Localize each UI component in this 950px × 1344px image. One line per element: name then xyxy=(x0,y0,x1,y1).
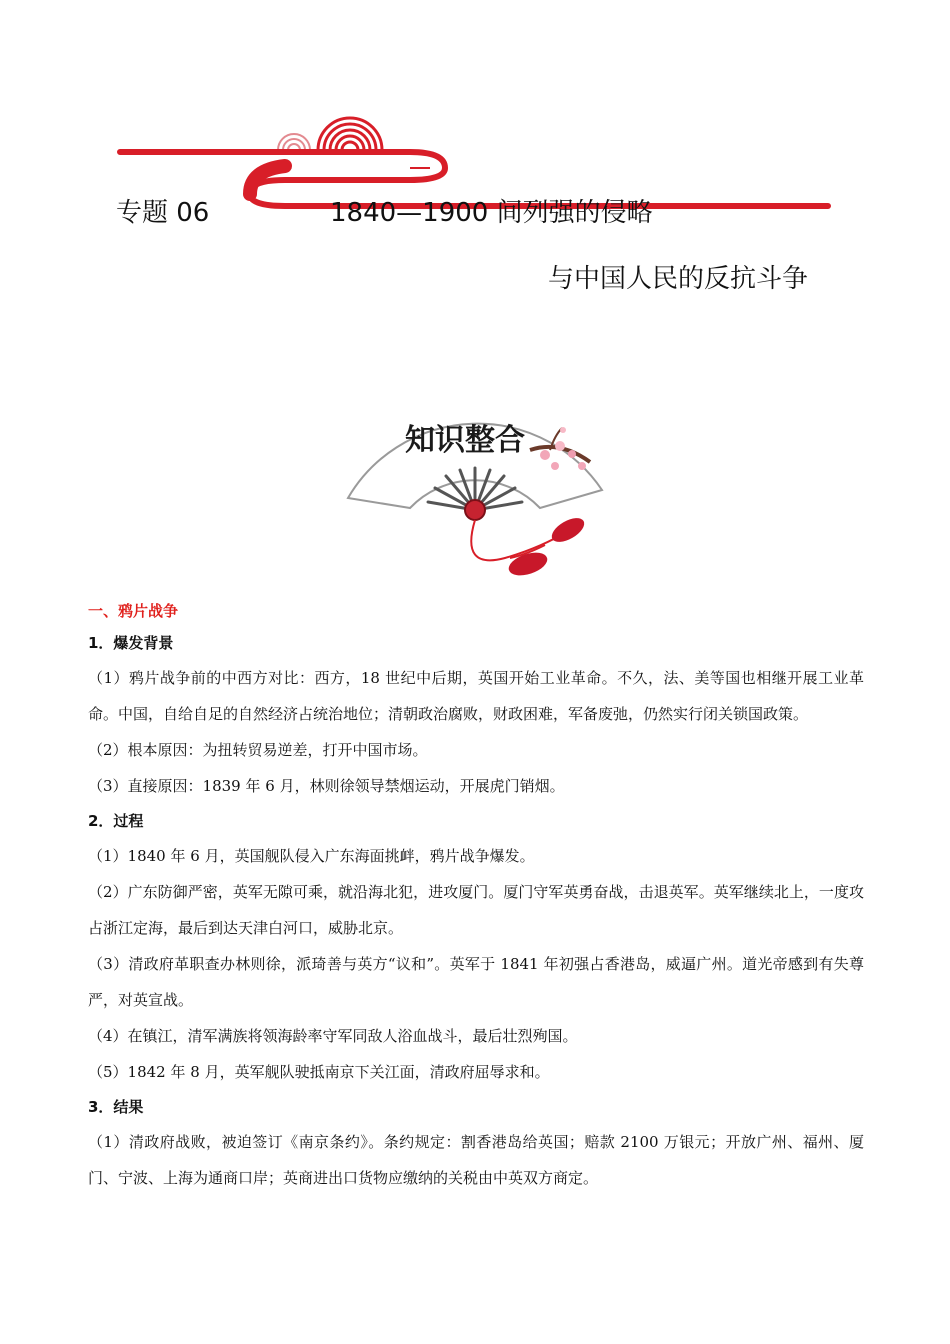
paragraph: （1）鸦片战争前的中西方对比：西方，18 世纪中后期，英国开始工业革命。不久，法、美等国也相继开展工业革命。中国，自给自足的自然经济占统治地位；清朝政治腐败，财政困难，军备废弛，仍然实行闭关锁国政策。 xyxy=(88,669,864,723)
tassel-icon xyxy=(506,513,588,579)
paragraph: （1）1840 年 6 月，英国舰队侵入广东海面挑衅，鸦片战争爆发。 xyxy=(88,847,535,865)
subsection-title: 2．过程 xyxy=(88,812,144,830)
paragraph: （2）根本原因：为扭转贸易逆差，打开中国市场。 xyxy=(88,741,428,759)
main-content xyxy=(88,596,864,1196)
subsection-title: 1．爆发背景 xyxy=(88,634,174,652)
page-subtitle: 与中国人民的反抗斗争 xyxy=(548,264,809,294)
subsection-title: 3．结果 xyxy=(88,1098,144,1116)
topic-label: 专题 06 xyxy=(116,198,210,228)
page-title: 1840—1900 间列强的侵略 xyxy=(330,198,653,228)
concentric-arcs-icon xyxy=(278,118,382,150)
paragraph: （4）在镇江，清军满族将领海龄率守军同敌人浴血战斗，最后壮烈殉国。 xyxy=(88,1027,578,1045)
paragraph: （5）1842 年 8 月，英军舰队驶抵南京下关江面，清政府屈辱求和。 xyxy=(88,1063,550,1081)
banner-text: 知识整合 xyxy=(405,423,525,458)
section-heading: 一、鸦片战争 xyxy=(88,602,179,620)
paragraph: （1）清政府战败，被迫签订《南京条约》。条约规定：割香港岛给英国；赔款 2100 万银元；开放广州、福州、厦门、宁波、上海为通商口岸；英商进出口货物应缴纳的关税由中英双方商定。 xyxy=(88,1133,864,1187)
knowledge-fan-illustration xyxy=(340,380,610,580)
paragraph: （2）广东防御严密，英军无隙可乘，就沿海北犯，进攻厦门。厦门守军英勇奋战，击退英军。英军继续北上，一度攻占浙江定海，最后到达天津白河口，威胁北京。 xyxy=(88,883,864,937)
paragraph: （3）清政府革职查办林则徐，派琦善与英方“议和”。英军于 1841 年初强占香港岛，威逼广州。道光帝感到有失尊严，对英宣战。 xyxy=(88,955,864,1009)
paragraph: （3）直接原因：1839 年 6 月，林则徐领导禁烟运动，开展虎门销烟。 xyxy=(88,777,565,795)
